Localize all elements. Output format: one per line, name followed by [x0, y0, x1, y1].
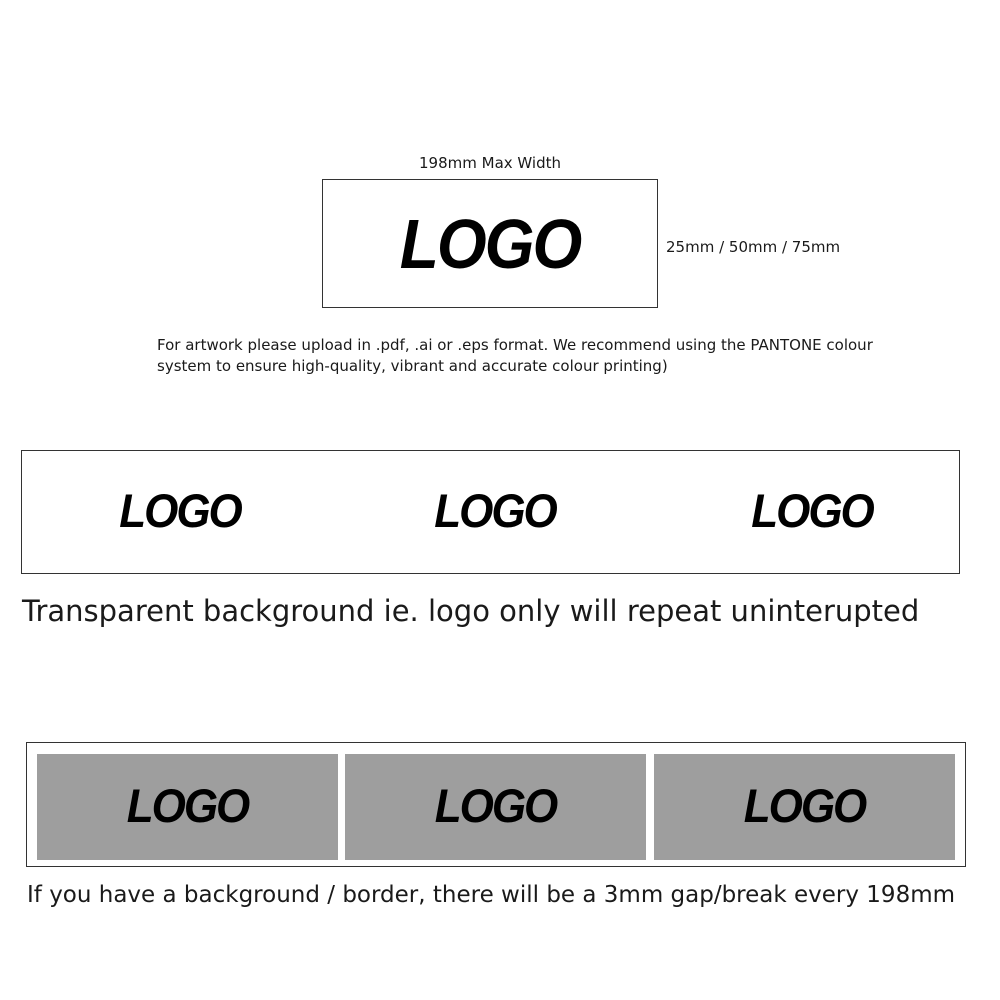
background-border-caption: If you have a background / border, there will be a 3mm gap/break every 198mm [27, 882, 956, 908]
background-tile-3 [654, 754, 955, 860]
logo-placeholder: LOGO [743, 780, 866, 833]
transparent-logo-3 [692, 451, 932, 573]
transparent-background-caption: Transparent background ie. logo only will repeat uninterupted [22, 594, 920, 628]
logo-placeholder: LOGO [119, 485, 241, 538]
logo-placeholder: LOGO [751, 485, 873, 538]
logo-placeholder: LOGO [126, 780, 249, 833]
background-border-strip [26, 742, 966, 867]
transparent-background-strip [21, 450, 960, 574]
logo-placeholder: LOGO [434, 780, 557, 833]
logo-placeholder: LOGO [434, 485, 556, 538]
logo-spec-box [322, 179, 658, 308]
background-tile-2 [345, 754, 646, 860]
artwork-note: For artwork please upload in .pdf, .ai or .eps format. We recommend using the PANTONE colour system to ensure high-quality, vibrant and accurate colour printing) [157, 336, 873, 375]
logo-placeholder: LOGO [399, 204, 581, 283]
transparent-logo-1 [60, 451, 300, 573]
height-options-label: 25mm / 50mm / 75mm [666, 238, 841, 256]
background-tile-1 [37, 754, 338, 860]
max-width-label: 198mm Max Width [419, 154, 561, 172]
transparent-logo-2 [375, 451, 615, 573]
